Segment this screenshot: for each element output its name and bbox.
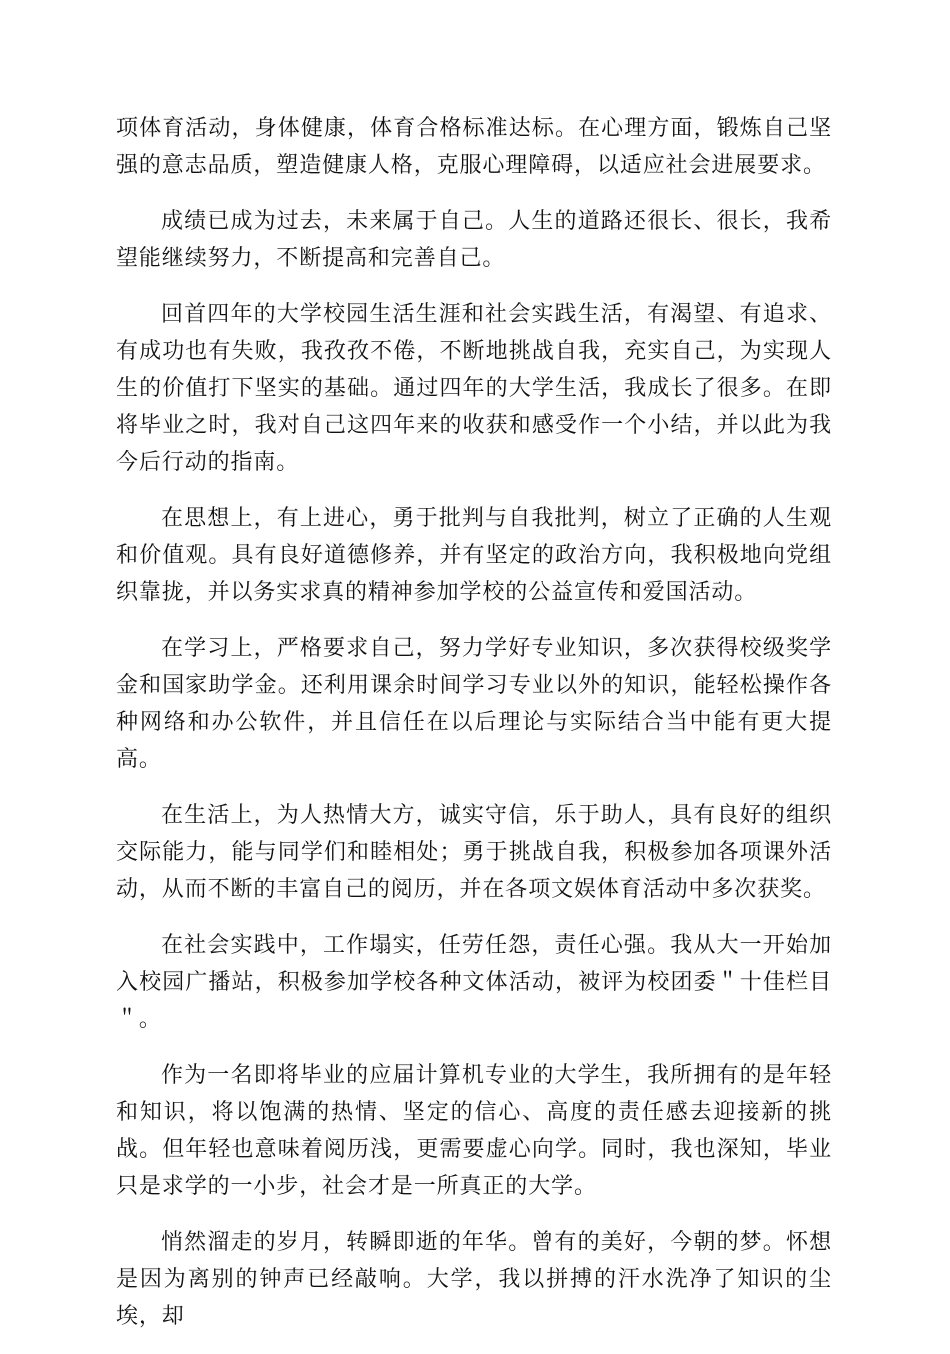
paragraph: 成绩已成为过去，未来属于自己。人生的道路还很长、很长，我希望能继续努力，不断提高和完善自己。 — [116, 209, 832, 271]
document-page — [116, 110, 832, 1354]
paragraph: 在学习上，严格要求自己，努力学好专业知识，多次获得校级奖学金和国家助学金。还利用课余时间学习专业以外的知识，能轻松操作各种网络和办公软件，并且信任在以后理论与实际结合当中能有更大提高。 — [116, 636, 832, 772]
paragraph: 在思想上，有上进心，勇于批判与自我批判，树立了正确的人生观和价值观。具有良好道德修养，并有坚定的政治方向，我积极地向党组织靠拢，并以务实求真的精神参加学校的公益宣传和爱国活动。 — [116, 506, 832, 605]
paragraph-continued: 项体育活动，身体健康，体育合格标准达标。在心理方面，锻炼自己坚强的意志品质，塑造健康人格，克服心理障碍，以适应社会进展要求。 — [116, 116, 832, 178]
paragraph: 悄然溜走的岁月，转瞬即逝的年华。曾有的美好，今朝的梦。怀想是因为离别的钟声已经敲响。大学，我以拼搏的汗水洗净了知识的尘埃，却 — [116, 1230, 832, 1329]
paragraph: 回首四年的大学校园生活生涯和社会实践生活，有渴望、有追求、有成功也有失败，我孜孜不倦，不断地挑战自我，充实自己，为实现人生的价值打下坚实的基础。通过四年的大学生活，我成长了很多。在即将毕业之时，我对自己这四年来的收获和感受作一个小结，并以此为我今后行动的指南。 — [116, 302, 832, 475]
paragraph: 作为一名即将毕业的应届计算机专业的大学生，我所拥有的是年轻和知识，将以饱满的热情、坚定的信心、高度的责任感去迎接新的挑战。但年轻也意味着阅历浅，更需要虚心向学。同时，我也深知，毕业只是求学的一小步，社会才是一所真正的大学。 — [116, 1063, 832, 1199]
paragraph: 在社会实践中，工作塌实，任劳任怨，责任心强。我从大一开始加入校园广播站，积极参加学校各种文体活动，被评为校团委＂十佳栏目＂。 — [116, 933, 832, 1032]
paragraph: 在生活上，为人热情大方，诚实守信，乐于助人，具有良好的组织交际能力，能与同学们和睦相处；勇于挑战自我，积极参加各项课外活动，从而不断的丰富自己的阅历，并在各项文娱体育活动中多次获奖。 — [116, 803, 832, 902]
